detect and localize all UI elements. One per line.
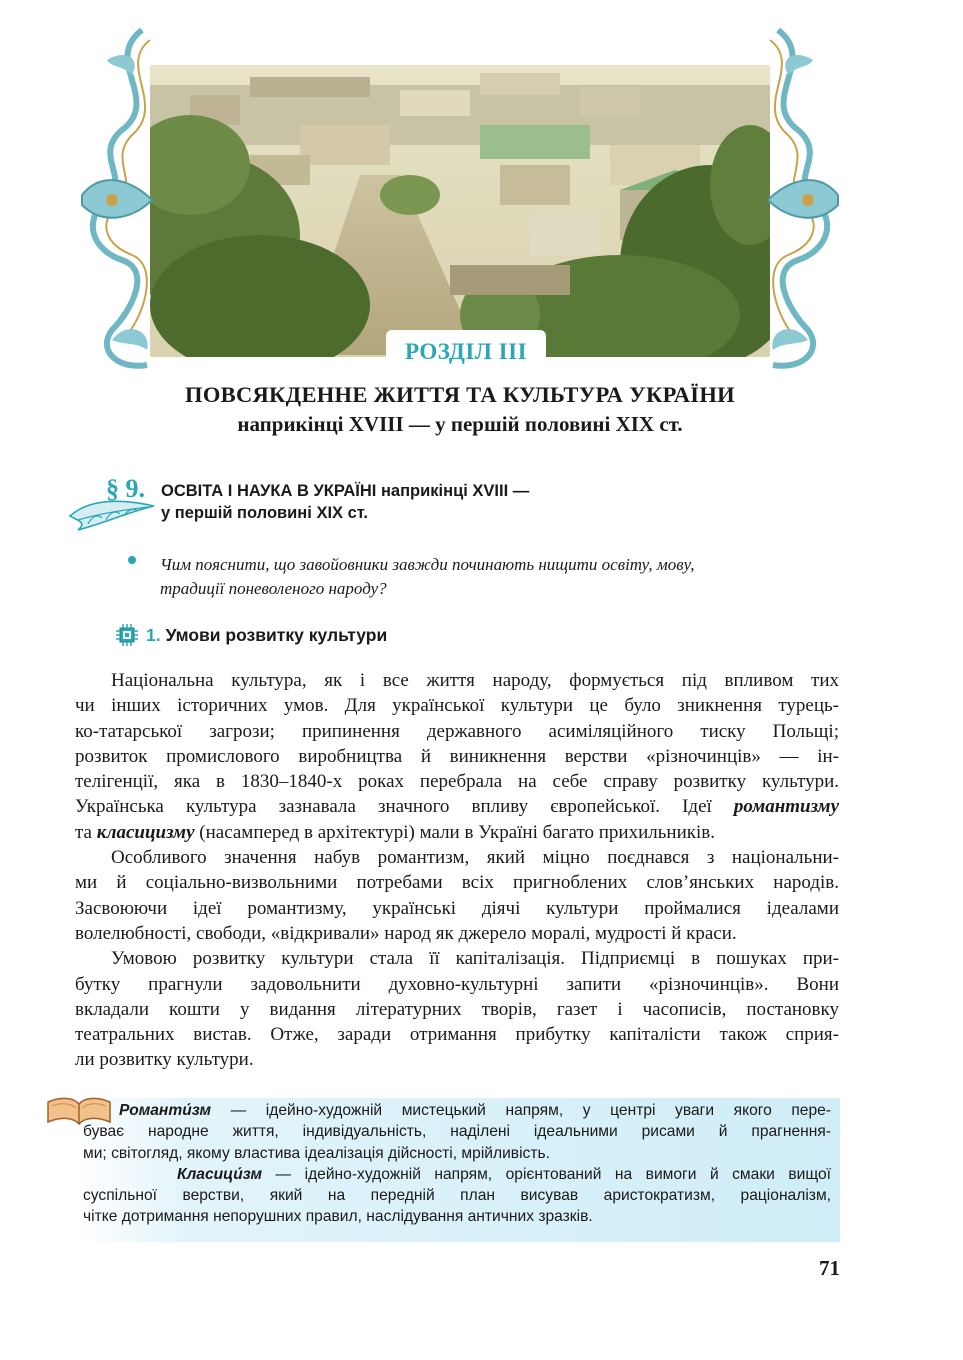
section-label: РОЗДІЛ III bbox=[404, 339, 528, 364]
chip-icon bbox=[116, 624, 138, 646]
paragraph-title-line2: у першій половині XIX ст. bbox=[161, 504, 369, 522]
body-line: вкладали кошти у видання літературних творів, газет і часописів, постановку bbox=[75, 998, 839, 1020]
glossary-line: ми; світогляд, якому властива ідеалізація дійсності, мрійливість. bbox=[83, 1144, 550, 1162]
paragraph-heading bbox=[68, 474, 868, 544]
body-line: чи інших історичних умов. Для української культури це було зникнення турець- bbox=[75, 695, 839, 717]
ornament-right-icon bbox=[738, 20, 848, 380]
body-line: театральних вистав. Отже, заради отримання прибутку капіталісти також сприя- bbox=[75, 1024, 839, 1046]
body-line: розвиток промислового виробництва й виникнення верстви «різночинців» — ін- bbox=[75, 745, 839, 767]
section-label-tab bbox=[386, 330, 546, 374]
question-line1: Чим пояснити, що завойовники завжди починають нищити освіту, мову, bbox=[160, 555, 695, 574]
chapter-banner bbox=[72, 20, 848, 380]
paragraph-number: § 9. bbox=[106, 474, 145, 503]
body-line: ми й соціально-визвольними потребами всіх пригноблених слов’янських народів. bbox=[75, 872, 839, 894]
ornament-left-icon bbox=[72, 20, 182, 380]
body-line: Особливого значення набув романтизм, який міцно поєднався з національни- bbox=[111, 847, 839, 869]
subsection-number: 1. bbox=[146, 624, 161, 645]
glossary-line: буває народне життя, індивідуальність, наділені ідеальними рисами й прагнення- bbox=[83, 1123, 831, 1141]
page-number: 71 bbox=[819, 1256, 840, 1280]
paragraph-title-line1: ОСВІТА І НАУКА В УКРАЇНІ наприкінці XVIII — bbox=[161, 482, 530, 500]
body-line: Умовою розвитку культури стала її капіталізація. Підприємці в пошуках при- bbox=[111, 948, 839, 970]
term-classicism: класицизму bbox=[96, 821, 195, 843]
glossary-line bbox=[83, 1164, 831, 1185]
body-line: телігенції, яка в 1830–1840-х роках перебрала на себе справу розвитку культури. bbox=[75, 771, 839, 793]
body-text bbox=[75, 668, 839, 1073]
bullet-icon bbox=[128, 556, 136, 564]
glossary-term-classicism: Класици́зм bbox=[177, 1165, 263, 1183]
glossary-def: — ідейно-художній напрям, орієнтований на вимоги й смаки вищої bbox=[262, 1165, 831, 1183]
chapter-subtitle: наприкінці XVIII — у першій половині XIX ст. bbox=[237, 412, 683, 436]
body-segment: Українська культура зазнавала значного впливу європейської. Ідеї bbox=[75, 796, 734, 818]
city-photo bbox=[150, 65, 770, 357]
subsection-title: Умови розвитку культури bbox=[165, 624, 388, 645]
body-line: бутку прагнули задовольнити духовно-культурні запити «різночинців». Вони bbox=[75, 973, 839, 995]
glossary-text bbox=[83, 1100, 831, 1228]
body-segment: (насамперед в архітектурі) мали в Україні багато прихильників. bbox=[194, 821, 715, 843]
glossary-line bbox=[83, 1100, 831, 1121]
lead-question bbox=[132, 553, 842, 601]
chapter-title: ПОВСЯКДЕННЕ ЖИТТЯ ТА КУЛЬТУРА УКРАЇНИ bbox=[185, 382, 735, 407]
body-line: волелюбності, свободи, «відкривали» народ як джерело моралі, мудрості й краси. bbox=[75, 922, 737, 944]
glossary-line: суспільної верстви, який на передній план висував аристократизм, раціоналізм, bbox=[83, 1187, 831, 1205]
body-line: Національна культура, як і все життя народу, формується під впливом тих bbox=[111, 670, 839, 691]
body-line: ко-татарської загрози; припинення державного асиміляційного тиску Польщі; bbox=[75, 720, 839, 742]
glossary-term-romanticism: Романти́зм bbox=[119, 1102, 212, 1119]
glossary-def: — ідейно-художній мистецький напрям, у центрі уваги якого пере- bbox=[211, 1102, 831, 1119]
body-segment: та bbox=[75, 821, 97, 843]
body-line: ли розвитку культури. bbox=[75, 1049, 254, 1071]
term-romanticism: романтизму bbox=[733, 796, 839, 818]
question-line2: традиції поневоленого народу? bbox=[160, 579, 387, 598]
subsection-heading bbox=[116, 624, 387, 646]
body-line bbox=[75, 820, 839, 845]
body-line bbox=[75, 794, 839, 819]
paragraph-title bbox=[161, 480, 529, 524]
glossary-line: чітке дотримання непорушних правил, наслідування античних зразків. bbox=[83, 1208, 593, 1226]
body-line: Засвоюючи ідеї романтизму, українські діячі культури проймалися ідеалами bbox=[75, 897, 839, 919]
